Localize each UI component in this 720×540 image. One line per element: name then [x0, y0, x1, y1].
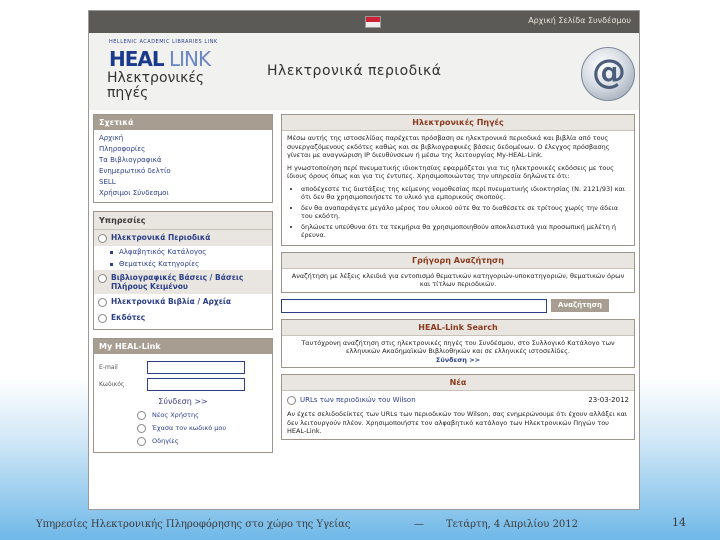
password-field[interactable] — [147, 378, 245, 391]
home-link[interactable]: Αρχική Σελίδα Συνδέσμου — [528, 16, 631, 25]
option-lost-password[interactable]: Έχασα τον κωδικό μου — [137, 423, 267, 433]
top-bar — [89, 11, 639, 33]
option-instructions[interactable]: Οδηγίες — [137, 436, 267, 446]
sources-title: Ηλεκτρονικές Πηγές — [282, 115, 634, 131]
service-ejournals[interactable]: Ηλεκτρονικά Περιοδικά — [94, 230, 272, 246]
services-title: Υπηρεσίες — [94, 212, 272, 230]
heal-search-link[interactable]: Σύνδεση >> — [435, 355, 481, 364]
sources-box — [281, 114, 635, 246]
service-publishers[interactable]: Εκδότες — [94, 310, 272, 326]
service-databases[interactable]: Βιβλιογραφικές Βάσεις / Βάσεις Πλήρους Κειμένου — [94, 270, 272, 294]
news-item-link[interactable]: URLs των περιοδικών του Wilson — [300, 396, 416, 404]
slide-number: 14 — [672, 516, 686, 529]
search-row — [281, 299, 635, 313]
login-button[interactable]: Σύνδεση >> — [158, 397, 208, 406]
sources-paragraph-2: Η γνωστοποίηση περί πνευματικής ιδιοκτησίας εφαρμόζεται για τις ηλεκτρονικές εκδόσεις με τους ίδιους όρους όπως και για τις έντυπες. Χρησιμοποιώντας την υπηρεσία δηλώνετε ότι: — [287, 163, 614, 180]
site-header — [89, 11, 639, 110]
news-box — [281, 374, 635, 440]
greek-flag-icon[interactable] — [365, 16, 381, 28]
service-sub-alphabetical[interactable]: Αλφαβητικός Κατάλογος — [94, 246, 272, 258]
sidebar-link-home[interactable]: Αρχική — [99, 134, 124, 142]
email-field[interactable] — [147, 361, 245, 374]
list-item: • δηλώνετε υπεύθυνα ότι τα τεκμήρια θα χρησιμοποιηθούν αποκλειστικά για προσωπική μελέτη ή έρευνα. — [301, 223, 629, 240]
page-title: Ηλεκτρονικά περιοδικά — [267, 63, 442, 79]
sidebar-link-newsletter[interactable]: Ενημερωτικό δελτίο — [99, 167, 171, 175]
news-radio[interactable] — [287, 396, 296, 405]
password-label: Κωδικός — [99, 381, 125, 388]
services-box — [93, 211, 273, 330]
section-title: Ηλεκτρονικές πηγές — [107, 70, 205, 101]
logo-heal-text: HEAL — [109, 47, 164, 71]
sources-paragraph-1: Μέσω αυτής της ιστοσελίδας παρέχεται πρόσβαση σε ηλεκτρονικά περιοδικά και βιβλία από τους συνεργαζόμενους εκδότες καθώς και σε βιβλιογραφικές βάσεις δεδομένων. Ο έλεγχος πρόσβασης γίνεται με αναγνώριση IP διευθύνσεων ή μέσω της λειτουργίας My-HEAL-Link. — [287, 134, 610, 159]
left-sidebar — [93, 114, 273, 461]
logo-link-text: LINK — [169, 47, 211, 71]
service-radio[interactable] — [98, 234, 107, 243]
search-button[interactable]: Αναζήτηση — [551, 299, 609, 312]
logo-tagline: HELLENIC ACADEMIC LIBRARIES LINK — [109, 39, 218, 45]
service-radio[interactable] — [98, 298, 107, 307]
sidebar-link-useful[interactable]: Χρήσιμοι Σύνδεσμοι — [99, 189, 169, 197]
news-desc: Αν έχετε σελιδοδείκτες των URLs των περιοδικών του Wilson, σας ενημερώνουμε ότι έχουν αλλάξει και δεν λειτουργούν πλέον. Χρησιμοποιήστε τον αλφαβητικό κατάλογο των Ηλεκτρονικών Πηγών του HEAL-Link. — [287, 410, 628, 435]
browser-page — [88, 10, 640, 510]
heal-search-title: HEAL-Link Search — [282, 320, 634, 336]
quick-search-title: Γρήγορη Αναζήτηση — [282, 253, 634, 269]
myheal-title: My HEAL-Link — [94, 339, 272, 354]
sidebar-link-bibliographic[interactable]: Τα Βιβλιογραφικά — [99, 156, 162, 164]
sources-list — [287, 185, 629, 240]
footer-date: Τετάρτη, 4 Απριλίου 2012 — [446, 519, 579, 530]
heal-search-box — [281, 319, 635, 369]
links-box — [93, 114, 273, 203]
links-title: Σχετικά — [94, 115, 272, 130]
footer-separator: — — [414, 519, 424, 530]
at-sign-icon: @ — [581, 47, 635, 101]
service-ebooks[interactable]: Ηλεκτρονικά Βιβλία / Αρχεία — [94, 294, 272, 310]
service-sub-thematic[interactable]: Θεματικές Κατηγορίες — [94, 258, 272, 270]
myheal-box — [93, 338, 273, 453]
list-item: • δεν θα αναπαράγετε μεγάλο μέρος του υλικού ούτε θα το διαθέσετε σε τρίτους χωρίς την άδεια του εκδότη. — [301, 204, 629, 221]
quick-search-box — [281, 252, 635, 293]
quick-search-desc: Αναζήτηση με λέξεις κλειδιά για εντοπισμό θεματικών κατηγοριών-υποκατηγοριών, θεματικών όρων και τίτλων περιοδικών. — [291, 271, 625, 288]
list-item: • αποδέχεστε τις διατάξεις της κείμενης νομοθεσίας περί πνευματικής ιδιοκτησίας (Ν. 2121/93) και ότι δεν θα χρησιμοποιήσετε το υλικό για εμπορικούς σκοπούς. — [301, 185, 629, 202]
option-new-user[interactable]: Νέος Χρήστης — [137, 410, 267, 420]
main-content — [281, 114, 635, 446]
sidebar-link-sell[interactable]: SELL — [99, 178, 116, 186]
news-date: 23-03-2012 — [588, 396, 629, 404]
search-input[interactable] — [281, 299, 547, 313]
news-title: Νέα — [282, 375, 634, 391]
footer-title: Υπηρεσίες Ηλεκτρονικής Πληροφόρησης στο χώρο της Υγείας — [36, 519, 351, 530]
heal-search-desc: Ταυτόχρονη αναζήτηση στις ηλεκτρονικές πηγές του Συνδέσμου, στο Συλλογικό Κατάλογο των ελληνικών Ακαδημαϊκών Βιβλιοθηκών και σε ελληνικές ιστοσελίδες. — [301, 338, 615, 355]
email-label: E-mail — [99, 364, 118, 371]
sidebar-link-info[interactable]: Πληροφορίες — [99, 145, 146, 153]
service-radio[interactable] — [98, 314, 107, 323]
service-radio[interactable] — [98, 274, 107, 283]
